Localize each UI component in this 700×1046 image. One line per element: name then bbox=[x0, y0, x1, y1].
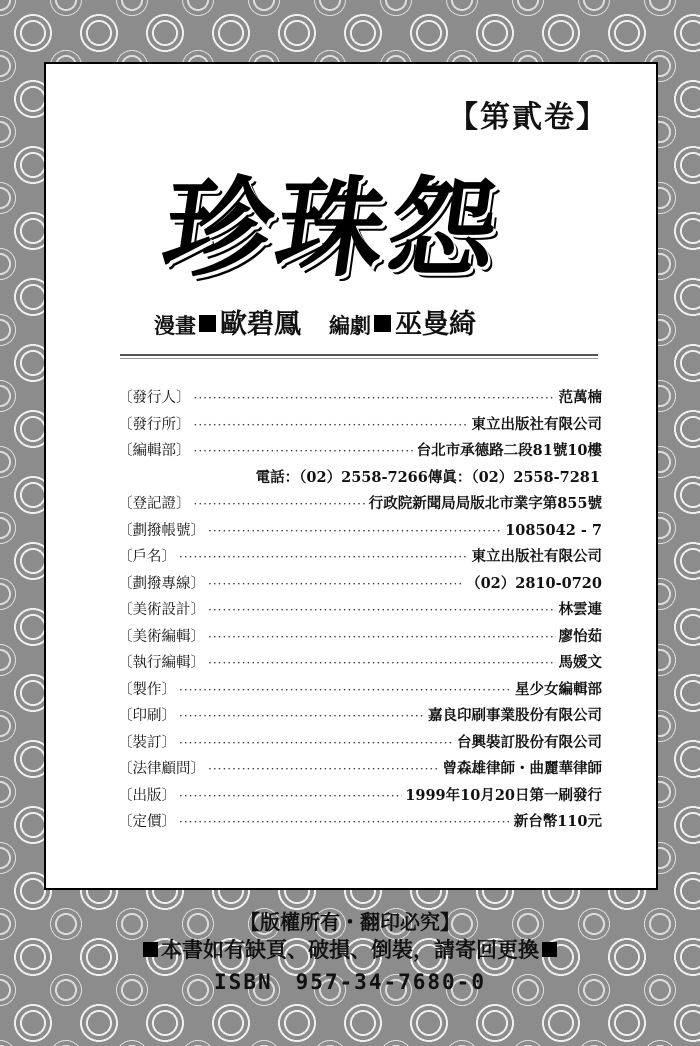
row-label: 〔美術編輯〕 bbox=[118, 628, 205, 645]
dot-leader bbox=[194, 444, 414, 458]
row-label: 〔發行所〕 bbox=[118, 416, 191, 433]
dot-leader bbox=[179, 683, 512, 697]
colophon-row bbox=[118, 757, 602, 784]
row-label: 〔劃撥帳號〕 bbox=[118, 522, 205, 539]
isbn: ISBN 957-34-7680-0 bbox=[214, 970, 486, 994]
colophon-row bbox=[118, 545, 602, 572]
row-value: 行政院新聞局局版北市業字第855號 bbox=[368, 495, 602, 512]
square-bullet-icon bbox=[542, 942, 557, 957]
writer-name: 巫曼綺 bbox=[395, 309, 476, 340]
dot-leader bbox=[179, 736, 454, 750]
colophon-row bbox=[118, 678, 602, 705]
dot-leader bbox=[208, 630, 556, 644]
colophon-row bbox=[118, 572, 602, 599]
row-label: 〔印刷〕 bbox=[118, 708, 176, 724]
artist-name: 歐碧鳳 bbox=[220, 309, 301, 340]
colophon-row bbox=[118, 598, 602, 625]
dot-leader bbox=[194, 391, 556, 405]
dot-leader bbox=[208, 603, 556, 617]
colophon-row bbox=[118, 386, 602, 413]
row-label: 〔執行編輯〕 bbox=[118, 655, 205, 671]
dot-leader bbox=[194, 418, 469, 432]
dot-leader bbox=[208, 524, 502, 538]
row-value: 東立出版社有限公司 bbox=[471, 548, 602, 565]
square-bullet-icon bbox=[199, 315, 216, 332]
row-value: 東立出版社有限公司 bbox=[471, 415, 602, 433]
dot-leader bbox=[179, 815, 511, 829]
row-value: 新台幣110元 bbox=[513, 813, 602, 830]
dot-leader bbox=[208, 577, 463, 591]
dot-leader bbox=[179, 789, 402, 803]
rights-notice: 【版權所有・翻印必究】 bbox=[240, 910, 460, 934]
divider bbox=[120, 358, 598, 359]
colophon-list bbox=[118, 386, 602, 837]
row-label: 〔裝訂〕 bbox=[118, 734, 176, 751]
row-label: 〔美術設計〕 bbox=[118, 602, 205, 618]
volume-label: 【第貳卷】 bbox=[448, 100, 608, 135]
phone-fax-line: 電話：（02）2558-7266傳眞：（02）2558-7281 bbox=[255, 468, 600, 486]
row-value: 馬媛文 bbox=[558, 654, 602, 671]
row-value: （02）2810-0720 bbox=[466, 574, 602, 592]
row-label: 〔出版〕 bbox=[118, 787, 176, 804]
dot-leader bbox=[179, 550, 469, 564]
colophon-row bbox=[118, 784, 602, 811]
colophon-row bbox=[118, 519, 602, 546]
row-label: 〔法律顧問〕 bbox=[118, 761, 205, 777]
divider bbox=[120, 354, 598, 356]
colophon-row bbox=[118, 492, 602, 519]
square-bullet-icon bbox=[374, 315, 391, 332]
colophon-row bbox=[118, 704, 602, 731]
row-label: 〔劃撥專線〕 bbox=[118, 575, 205, 592]
row-label: 〔編輯部〕 bbox=[118, 443, 191, 459]
colophon-row bbox=[118, 810, 602, 837]
row-value: 星少女編輯部 bbox=[515, 680, 602, 698]
square-bullet-icon bbox=[143, 942, 158, 957]
dot-leader bbox=[194, 497, 366, 511]
dot-leader bbox=[179, 709, 425, 723]
colophon-row bbox=[118, 625, 602, 652]
row-value: 廖怡茹 bbox=[558, 627, 602, 645]
row-value: 1999年10月20日第一刷發行 bbox=[405, 786, 602, 804]
row-label: 〔登記證〕 bbox=[118, 496, 191, 512]
book-title: 珍珠怨 bbox=[155, 166, 510, 292]
row-value: 台北市承德路二段81號10樓 bbox=[416, 442, 602, 459]
artist-role: 漫畫 bbox=[154, 314, 196, 338]
row-label: 〔發行人〕 bbox=[118, 390, 191, 406]
colophon-row bbox=[118, 651, 602, 678]
row-value: 曾森雄律師・曲麗華律師 bbox=[442, 760, 602, 777]
row-label: 〔戶名〕 bbox=[118, 549, 176, 565]
colophon-row bbox=[118, 731, 602, 758]
dot-leader bbox=[208, 656, 556, 670]
writer-role: 編劇 bbox=[329, 314, 371, 338]
row-value: 台興裝訂股份有限公司 bbox=[457, 733, 602, 751]
credits-line bbox=[154, 302, 476, 341]
row-label: 〔定價〕 bbox=[118, 814, 176, 830]
row-label: 〔製作〕 bbox=[118, 681, 176, 698]
row-value: 林雲連 bbox=[558, 601, 602, 618]
colophon-row bbox=[118, 413, 602, 440]
row-value: 嘉良印刷事業股份有限公司 bbox=[428, 707, 602, 724]
colophon-panel bbox=[44, 62, 658, 890]
colophon-row bbox=[118, 439, 602, 466]
replacement-notice bbox=[0, 934, 700, 964]
row-value: 1085042 - 7 bbox=[505, 521, 602, 539]
row-value: 范萬楠 bbox=[558, 389, 602, 406]
dot-leader bbox=[208, 762, 440, 776]
replacement-text: 本書如有缺頁、破損、倒裝，請寄回更換 bbox=[161, 938, 539, 962]
